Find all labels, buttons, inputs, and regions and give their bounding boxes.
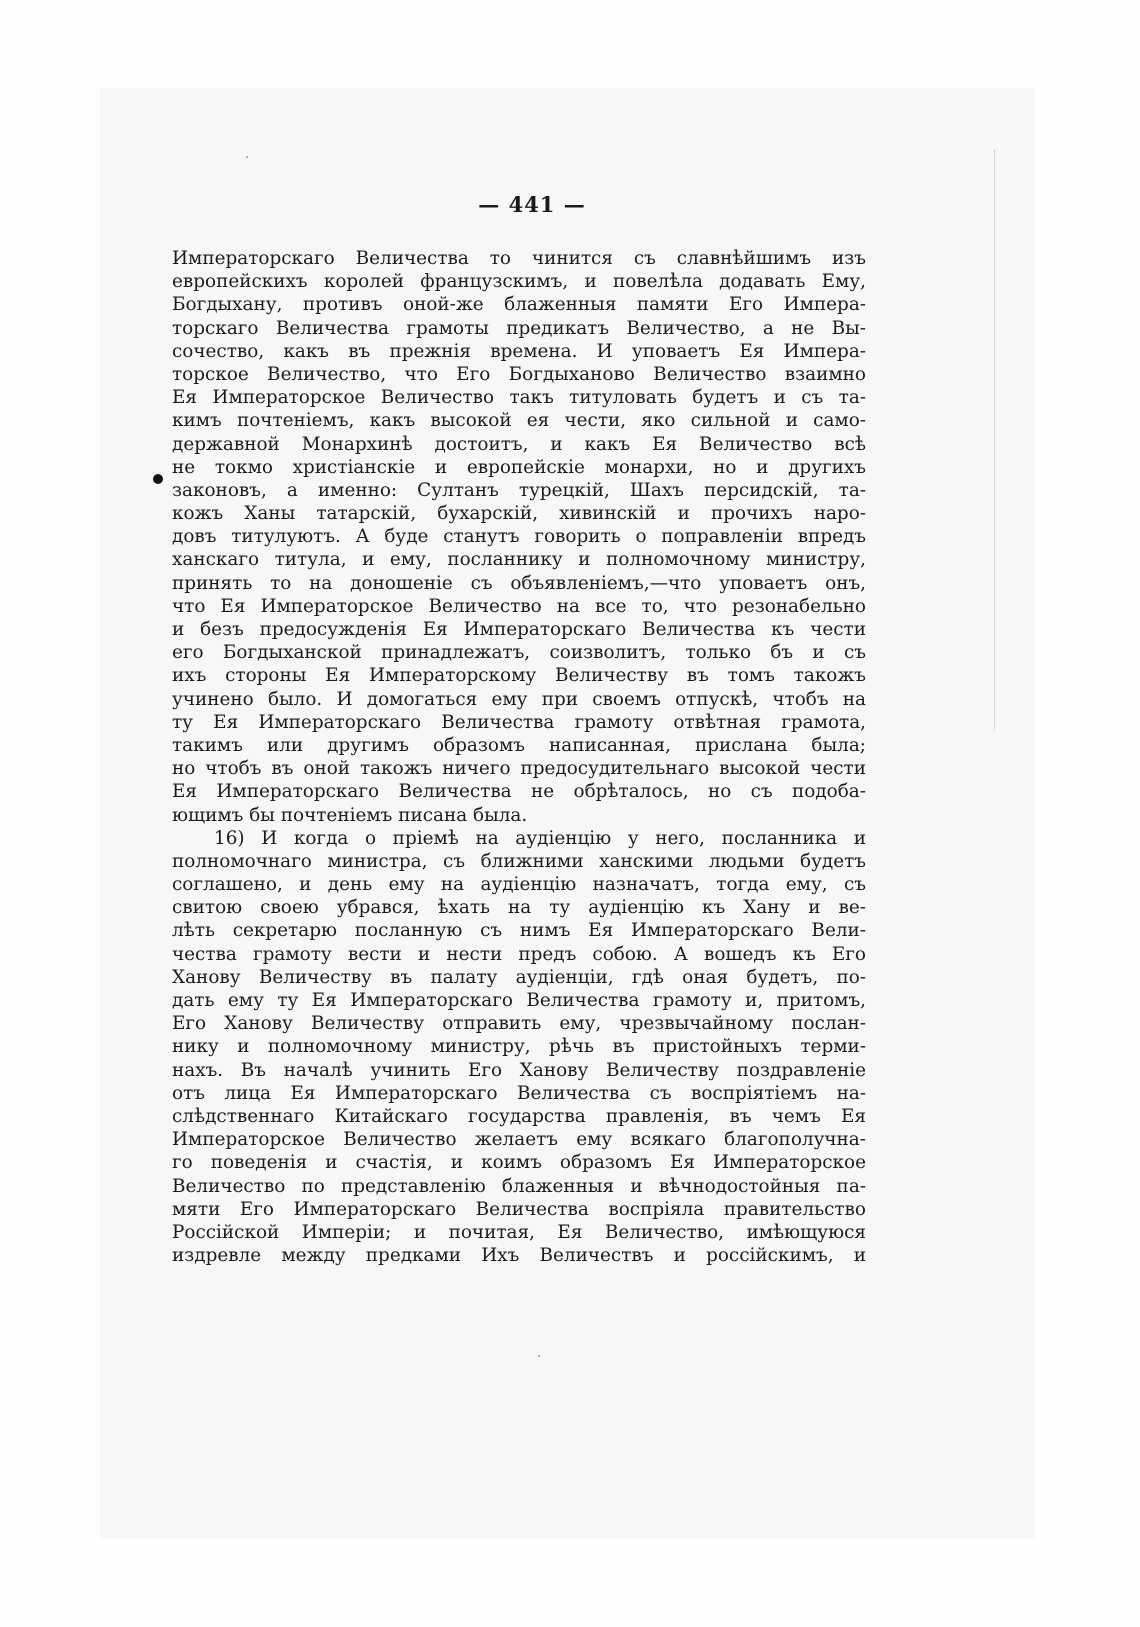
page-fold-mark: [994, 150, 995, 730]
text-line: мяти Его Императорскаго Величества воспріяла правительство: [172, 1198, 866, 1220]
text-line: его Богдыханской принадлежатъ, соизволитъ, только бъ и съ: [172, 642, 866, 664]
text-line: полномочнаго министра, съ ближними ханскими людьми будетъ: [172, 850, 866, 872]
text-line: сочество, какъ въ прежнія времена. И уповаетъ Ея Импера-: [172, 340, 866, 362]
text-line: и безъ предосужденія Ея Императорскаго Величества къ чести: [172, 619, 866, 640]
text-line: кимъ почтеніемъ, какъ высокой ея чести, яко сильной и само-: [172, 410, 866, 432]
text-line: Россійской Имперіи; и почитая, Ея Величество, имѣющуюся: [172, 1221, 866, 1243]
text-line: довъ титулуютъ. А буде станутъ говорить о поправленіи впредъ: [172, 526, 866, 548]
text-line: Богдыхану, противъ оной-же блаженныя памяти Его Импера-: [172, 294, 866, 316]
text-line: такимъ или другимъ образомъ написанная, прислана была;: [172, 734, 866, 756]
text-line: европейскихъ королей французскимъ, и повелѣла додавать Ему,: [172, 271, 866, 293]
text-line: принять то на доношеніе съ объявленіемъ,—что уповаетъ онъ,: [172, 572, 866, 594]
text-line: издревле между предками Ихъ Величествъ и россійскимъ, и: [172, 1245, 866, 1267]
text-line: нику и полномочному министру, рѣчь въ пристойныхъ терми-: [172, 1036, 866, 1058]
text-line: не токмо христіанскіе и европейскіе монархи, но и другихъ: [172, 456, 866, 478]
text-line: свитою своею убрався, ѣхать на ту аудіенцію къ Хану и ве-: [172, 897, 866, 919]
text-line: Величество по представленію блаженныя и вѣчнодостойныя па-: [172, 1175, 866, 1197]
scan-speck: [246, 156, 248, 158]
text-line: учинено было. И домогаться ему при своемъ отпускѣ, чтобъ на: [172, 688, 866, 710]
text-line: Императорское Величество желаетъ ему всякаго благополучна-: [172, 1129, 866, 1151]
text-line: соглашено, и день ему на аудіенцію назначатъ, тогда ему, съ: [172, 874, 866, 896]
text-line: торскаго Величества грамоты предикатъ Величество, а не Вы-: [172, 317, 866, 339]
text-line: ихъ стороны Ея Императорскому Величеству въ томъ такожъ: [172, 665, 866, 687]
text-line: что Ея Императорское Величество на все то, что резонабельно: [172, 595, 866, 617]
text-line: отъ лица Ея Императорскаго Величества съ воспріятіемъ на-: [172, 1082, 866, 1104]
text-line: Ея Императорское Величество такъ титуловать будетъ и съ та-: [172, 387, 866, 409]
text-line: ту Ея Императорскаго Величества грамоту отвѣтная грамота,: [172, 711, 866, 733]
paragraph-last-line: ющимъ бы почтеніемъ писана была.: [172, 804, 528, 826]
text-line: чества грамоту вести и нести предъ собою. А вошедъ къ Его: [172, 943, 866, 965]
text-line: Ея Императорскаго Величества не обрѣталось, но съ подоба-: [172, 781, 866, 803]
text-line: кожъ Ханы татарскій, бухарскій, хивинскій и прочихъ наро-: [172, 503, 866, 525]
text-line: законовъ, а именно: Султанъ турецкій, Шахъ персидскій, та-: [172, 479, 866, 501]
text-line: нахъ. Въ началѣ учинить Его Ханову Величеству поздравленіе: [172, 1059, 866, 1081]
text-line: Его Ханову Величеству отправить ему, чрезвычайному послан-: [172, 1013, 866, 1035]
body-text: [172, 247, 866, 1267]
text-line: торское Величество, что Его Богдыханово Величество взаимно: [172, 363, 866, 385]
text-line: державной Монархинѣ достоитъ, и какъ Ея Величество всѣ: [172, 433, 866, 455]
text-line: Ханову Величеству въ палату аудіенціи, гдѣ оная будетъ, по-: [172, 966, 866, 988]
text-line: дать ему ту Ея Императорскаго Величества грамоту и, притомъ,: [172, 990, 866, 1011]
text-line: лѣть секретарю посланную съ нимъ Ея Императорскаго Вели-: [172, 920, 866, 942]
paragraph-first-line: 16) И когда о пріемѣ на аудіенцію у него, посланника и: [214, 827, 866, 849]
margin-mark: [153, 474, 163, 484]
text-line: Императорскаго Величества то чинится съ славнѣйшимъ изъ: [172, 248, 866, 269]
text-line: ханскаго титула, и ему, посланнику и полномочному министру,: [172, 549, 866, 571]
text-line: но чтобъ въ оной такожъ ничего предосудительнаго высокой чести: [172, 758, 866, 780]
text-line: слѣдственнаго Китайскаго государства правленія, въ чемъ Ея: [172, 1105, 866, 1127]
text-line: го поведенія и счастія, и коимъ образомъ Ея Императорское: [172, 1152, 866, 1174]
scan-speck: [538, 1355, 540, 1357]
page-number: — 441 —: [478, 192, 586, 217]
